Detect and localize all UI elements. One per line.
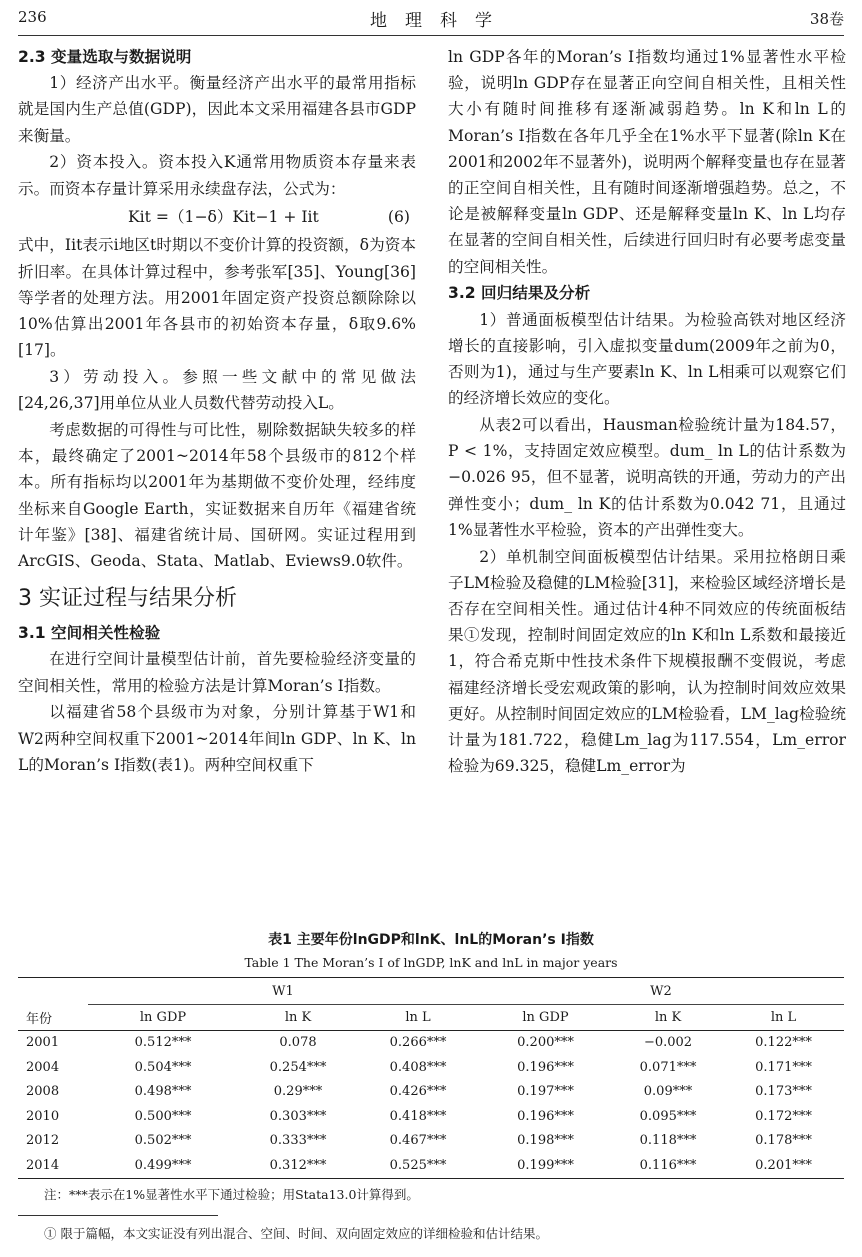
table-cell: 2004 (26, 1059, 60, 1075)
header-cell: 年份 (18, 1005, 88, 1031)
table-header-row (18, 1005, 844, 1031)
section-3-1-title: 3.1 空间相关性检验 (18, 624, 161, 643)
table-cell: 0.266*** (389, 1035, 447, 1051)
table-cell: −0.002 (643, 1035, 693, 1051)
table-cell: 0.254*** (269, 1059, 327, 1075)
header-cell: ln K (238, 1005, 358, 1031)
paragraph-panel-model: 1）普通面板模型估计结果。为检验高铁对地区经济增长的直接影响，引入虚拟变量dum(2009年之前为0，否则为1)，通过与生产要素ln K、ln L相乘可以观察它们的经济增长效应的变化。 (448, 310, 846, 408)
table-cell: 0.525*** (358, 1153, 478, 1178)
table-row (18, 1030, 844, 1055)
table-cell: 0.198*** (517, 1133, 574, 1149)
header-cell: ln GDP (88, 1005, 238, 1031)
paragraph-hausman: 从表2可以看出，Hausman检验统计量为184.57，P < 1%，支持固定效应模型。dum_ ln L的估计系数为−0.026 95，但不显著，说明高铁的开通，劳动力的产出弹性变小；dum_ ln K的估计系数为0.042 71，且通过1%显著性水平检验，资本的产出弹性变大。 (448, 416, 846, 539)
left-column (18, 44, 416, 779)
table-cell: 0.078 (279, 1035, 317, 1051)
table-cell: 0.426*** (389, 1084, 447, 1100)
table-cell: 0.498*** (134, 1084, 192, 1100)
table-cell: 0.171*** (755, 1059, 812, 1075)
table-cell: 0.071*** (639, 1059, 697, 1075)
section-3-2-title: 3.2 回归结果及分析 (448, 284, 591, 303)
table-row (18, 1104, 844, 1129)
section-2-3-title: 2.3 变量选取与数据说明 (18, 48, 192, 66)
table-cell: 0.201*** (723, 1153, 844, 1178)
table-cell: 0.196*** (517, 1108, 574, 1124)
table-cell: 0.09*** (643, 1084, 693, 1100)
table-cell: 0.173*** (755, 1084, 812, 1100)
table-cell: 0.512*** (134, 1035, 192, 1051)
table-cell: 0.467*** (389, 1133, 447, 1149)
table-cell: 0.333*** (269, 1133, 327, 1149)
table-row (18, 1055, 844, 1080)
table-cell: 0.196*** (517, 1059, 574, 1075)
table-cell: 0.197*** (517, 1084, 574, 1100)
table-cell: 0.118*** (639, 1133, 697, 1149)
running-header (18, 6, 844, 32)
group-w1: W1 (88, 978, 478, 1005)
paragraph-capital: 2）资本投入。资本投入K通常用物质资本存量来表示。而资本存量计算采用永续盘存法，公式为： (18, 153, 416, 198)
table-row (18, 1153, 844, 1178)
table-caption-cn: 表1 主要年份lnGDP和lnK、lnL的Moran’s I指数 (268, 932, 594, 948)
table-cell: 2010 (26, 1108, 60, 1124)
section-3-title: 3 实证过程与结果分析 (18, 586, 237, 612)
table-cell: 2001 (26, 1035, 60, 1051)
table-cell: 0.500*** (134, 1108, 192, 1124)
table-cell: 0.172*** (755, 1108, 812, 1124)
table-cell: 0.418*** (389, 1108, 447, 1124)
table-cell: 0.312*** (238, 1153, 358, 1178)
table-cell: 0.502*** (134, 1133, 192, 1149)
journal-title: 地理科学 (370, 11, 510, 31)
paragraph-moran-result: ln GDP各年的Moran’s I指数均通过1%显著性水平检验，说明ln GDP存在显著正向空间自相关性，且相关性大小有随时间推移有逐渐减弱趋势。ln K和ln L的Moran’s I指数在各年几乎全在1%水平下显著(除ln K在2001和2002年不显著外)，说明两个解释变量也存在显著的正空间自相关性，且有随时间逐渐增强趋势。总之，不论是被解释变量ln GDP、还是解释变量ln K、ln L均存在显著的空间自相关性，后续进行回归时有必要考虑变量的空间相关性。 (448, 48, 846, 276)
table-cell: 2008 (26, 1084, 60, 1100)
volume-label: 38卷 (809, 10, 844, 28)
table-note: 注：***表示在1%显著性水平下通过检验；用Stata13.0计算得到。 (44, 1187, 419, 1202)
paragraph-moran-intro: 以福建省58个县级市为对象，分别计算基于W1和W2两种空间权重下2001~2014年间ln GDP、ln K、ln L的Moran’s I指数(表1)。两种空间权重下 (18, 703, 416, 774)
paragraph-lm-test: 2）单机制空间面板模型估计结果。采用拉格朗日乘子LM检验及稳健的LM检验[31]，来检验区域经济增长是否存在空间相关性。通过估计4种不同效应的传统面板结果①发现，控制时间固定效应的ln K和ln L系数和最接近1，符合希克斯中性技术条件下规模报酬不变假说，考虑福建经济增长受宏观政策的影响，认为控制时间效应效果更好。从控制时间固定效应的LM检验看，LM_lag检验统计量为181.722，稳健Lm_lag为117.554，Lm_error检验为69.325，稳健Lm_error为 (448, 547, 846, 776)
moran-table (18, 977, 844, 1179)
footnote-rule (18, 1215, 218, 1216)
table-cell: 0.116*** (613, 1153, 723, 1178)
paragraph-spatial-test: 在进行空间计量模型估计前，首先要检验经济变量的空间相关性，常用的检验方法是计算Moran’s I指数。 (18, 650, 416, 695)
table-cell: 0.408*** (389, 1059, 447, 1075)
footnote: ① 限于篇幅，本文实证没有列出混合、空间、时间、双向固定效应的详细检验和估计结果。 (44, 1226, 548, 1241)
table-cell: 0.095*** (639, 1108, 697, 1124)
table-cell: 2012 (26, 1133, 60, 1149)
header-cell: ln L (723, 1005, 844, 1031)
header-cell: ln GDP (478, 1005, 613, 1031)
table-group-row (18, 978, 844, 1005)
header-rule (18, 35, 844, 36)
table-cell: 0.122*** (755, 1035, 812, 1051)
table-cell: 0.29*** (273, 1084, 323, 1100)
table-cell: 0.303*** (269, 1108, 327, 1124)
equation-number: (6) (387, 208, 410, 227)
table-row (18, 1080, 844, 1105)
table-caption-en: Table 1 The Moran’s I of lnGDP, lnK and lnL in major years (244, 955, 618, 970)
table-cell: 0.504*** (134, 1059, 192, 1075)
page-number: 236 (18, 8, 47, 26)
paragraph-equation-explain: 式中，Iit表示i地区t时期以不变价计算的投资额，δ为资本折旧率。在具体计算过程中，参考张军[35]、Young[36]等学者的处理方法。用2001年固定资产投资总额除除以10%估算出2001年各县市的初始资本存量，δ取9.6%[17]。 (18, 236, 416, 360)
table-cell: 0.499*** (88, 1153, 238, 1178)
paragraph-output: 1）经济产出水平。衡量经济产出水平的最常用指标就是国内生产总值(GDP)，因此本文采用福建各县市GDP来衡量。 (18, 74, 416, 145)
header-cell: ln K (613, 1005, 723, 1031)
table-cell: 0.199*** (478, 1153, 613, 1178)
table-row (18, 1129, 844, 1154)
paragraph-labor: 3）劳动投入。参照一些文献中的常见做法[24,26,37]用单位从业人员数代替劳动投入L。 (18, 368, 416, 413)
table-cell: 2014 (18, 1153, 88, 1178)
equation-body: Kit =（1−δ）Kit−1 + Iit (128, 208, 319, 227)
group-w2: W2 (478, 978, 844, 1005)
table-cell: 0.178*** (755, 1133, 812, 1149)
paragraph-data-source: 考虑数据的可得性与可比性，剔除数据缺失较多的样本，最终确定了2001~2014年58个县级市的812个样本。所有指标均以2001年为基期做不变价处理，经纬度坐标来自Google Earth，实证数据来自历年《福建省统计年鉴》[38]、福建省统计局、国研网。实证过程用到ArcGIS、Geoda、Stata、Matlab、Eviews9.0软件。 (18, 421, 416, 571)
right-column (448, 44, 846, 780)
equation-6 (18, 202, 416, 232)
table-cell: 0.200*** (517, 1035, 574, 1051)
header-cell: ln L (358, 1005, 478, 1031)
